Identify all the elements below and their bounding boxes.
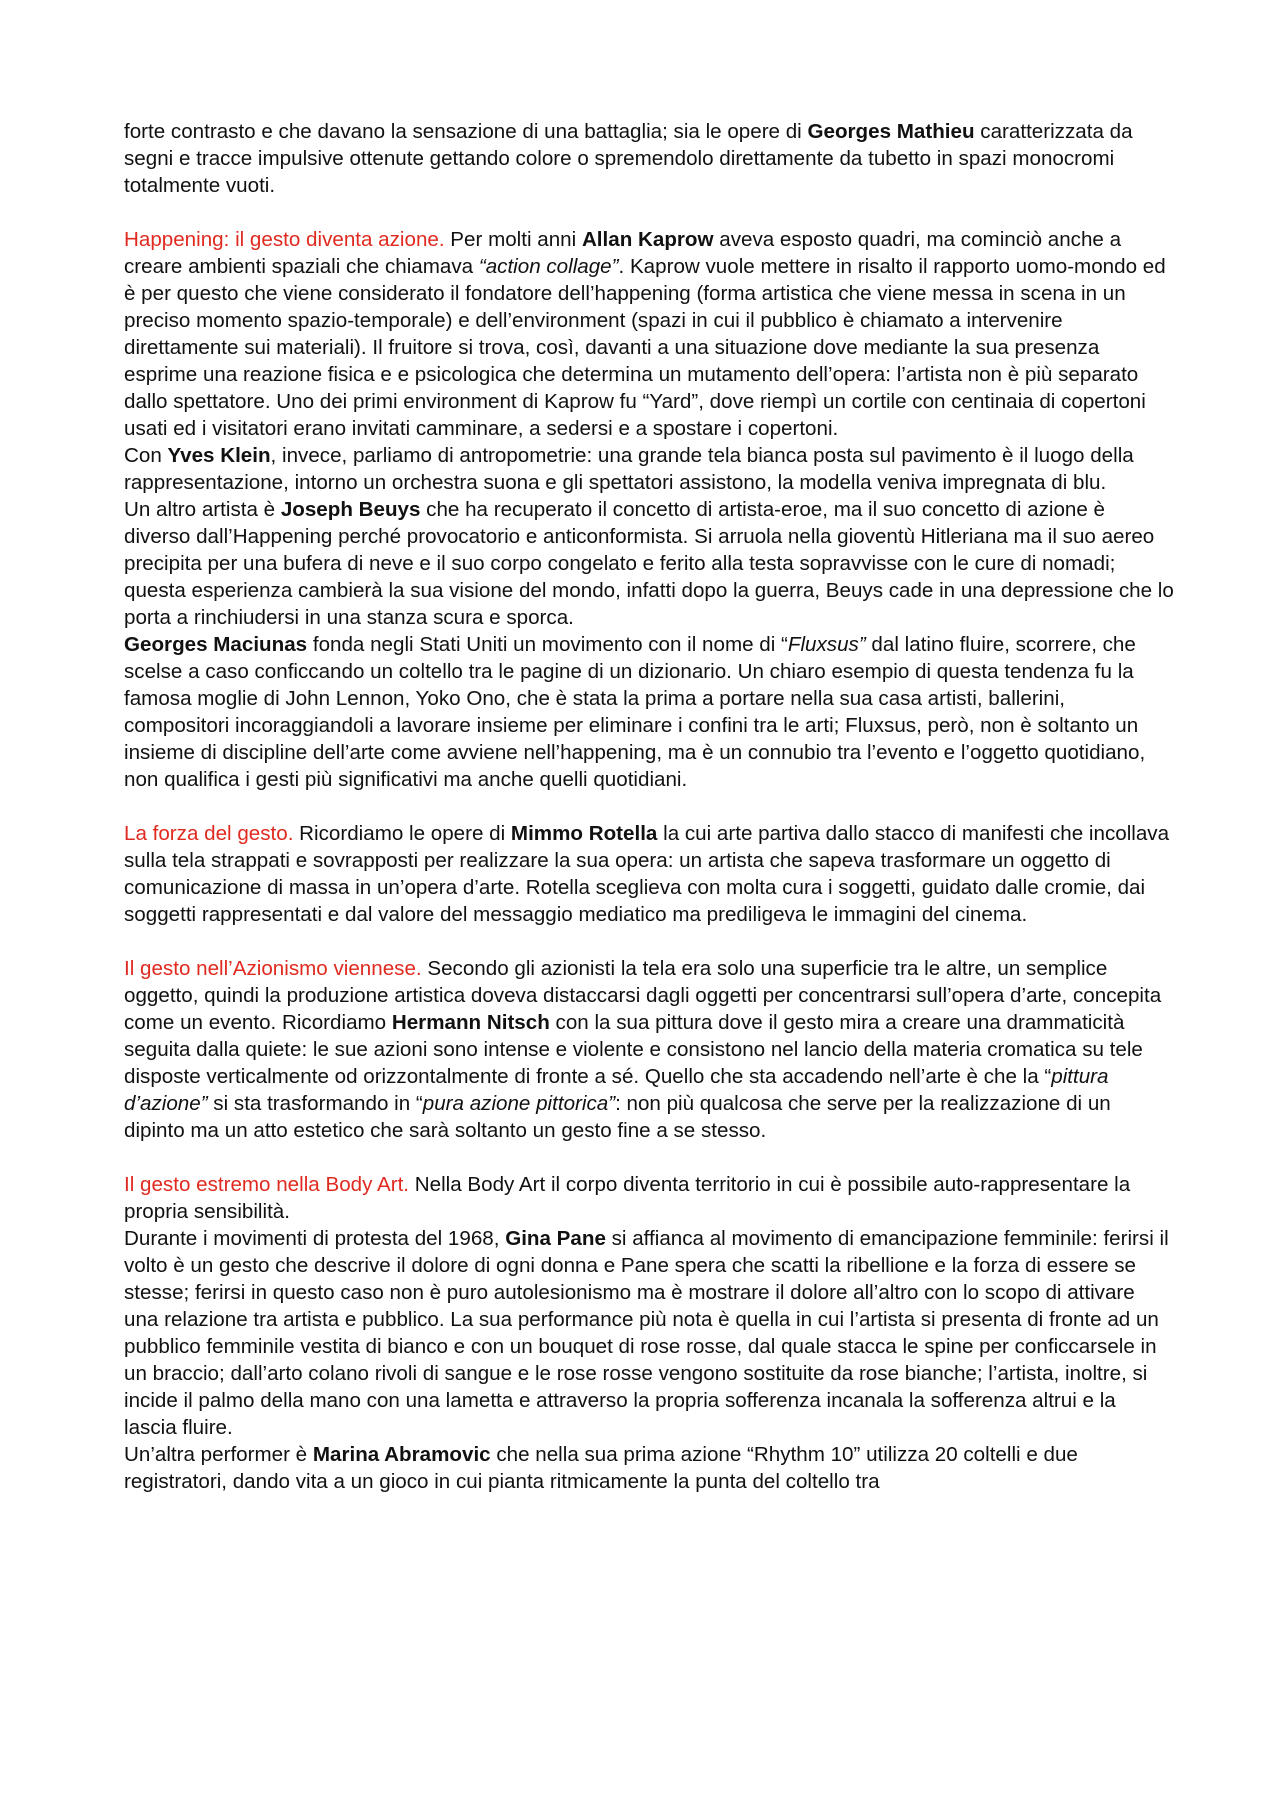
text: Un altro artista è	[124, 498, 281, 521]
artist-name: Marina Abramovic	[312, 1443, 491, 1466]
text: dal latino fluire, scorrere, che scelse a caso conficcando un coltello tra le pagine di un dizionario. Un chiaro esempio di questa tendenza fu la famosa moglie di John Lennon, Yoko Ono, che è stata la prima a portare nella sua casa artisti, ballerini, compositori incoraggiandoli a lavorare insieme per eliminare i confini tra le arti; Fluxsus, però, non è soltanto un insieme di discipline dell’arte come avviene nell’happening, ma è un connubio tra l’evento e l’oggetto quotidiano, non qualifica i gesti più significativi ma anche quelli quotidiani.	[124, 633, 1146, 791]
text: , invece, parliamo di antropometrie: una grande tela bianca posta sul pavimento è il luogo della rappresentazione, intorno un orchestra suona e gli spettatori assistono, la modella veniva impregnata di blu.	[124, 444, 1134, 494]
text: che nella sua prima azione “Rhythm 10” utilizza 20 coltelli e due registratori, dando vita a un gioco in cui pianta ritmicamente la punta del coltello tra	[124, 1443, 1078, 1493]
artist-name: Allan Kaprow	[581, 228, 714, 251]
text: la cui arte partiva dallo stacco di manifesti che incollava sulla tela strappati e sovrapposti per realizzare la sua opera: un artista che sapeva trasformare un oggetto di comunicazione di massa in un’opera d’arte. Rotella sceglieva con molta cura i soggetti, guidato dalle cromie, dai soggetti rappresentati e dal valore del messaggio mediatico ma prediligeva le immagini del cinema.	[124, 822, 1170, 926]
text: . Kaprow vuole mettere in risalto il rapporto uomo-mondo ed è per questo che viene considerato il fondatore dell’happening (forma artistica che viene messa in scena in un preciso momento spazio-temporale) e dell’environment (spazi in cui il pubblico è chiamato a intervenire direttamente sui materiali). Il fruitore si trova, così, davanti a una situazione dove mediante la sua presenza esprime una reazione fisica e e psicologica che determina un mutamento dell’opera: l’artista non è più separato dallo spettatore. Uno dei primi environment di Kaprow fu “Yard”, dove riempì un cortile con centinaia di copertoni usati ed i visitatori erano invitati camminare, a sedersi e a spostare i copertoni.	[124, 255, 1166, 440]
section-heading: Il gesto nell’Azionismo viennese.	[124, 957, 422, 980]
paragraph-maciunas	[124, 631, 1174, 793]
paragraph-happening	[124, 226, 1174, 442]
paragraph-mathieu	[124, 118, 1174, 199]
paragraph-abramovic	[124, 1441, 1174, 1495]
quoted-term: pittura d’azione”	[124, 1065, 1109, 1115]
quoted-term: pura azione pittorica”	[422, 1092, 616, 1115]
text: Ricordiamo le opere di	[293, 822, 511, 845]
text: : non più qualcosa che serve per la realizzazione di un dipinto ma un atto estetico che sarà soltanto un gesto fine a se stesso.	[124, 1092, 1111, 1142]
text: aveva esposto quadri, ma cominciò anche a creare ambienti spaziali che chiamava	[124, 228, 1122, 278]
paragraph-vienna	[124, 955, 1174, 1144]
quoted-term: Fluxsus”	[787, 633, 866, 656]
document-page	[124, 118, 1174, 1495]
artist-name: Georges Mathieu	[807, 120, 975, 143]
artist-name: Hermann Nitsch	[391, 1011, 550, 1034]
artist-name: Yves Klein	[167, 444, 271, 467]
text: si affianca al movimento di emancipazione femminile: ferirsi il volto è un gesto che descrive il dolore di ogni donna e Pane spera che scatti la ribellione e la forza di essere se stesse; ferirsi in questo caso non è puro autolesionismo ma è mostrare il dolore all’altro con lo scopo di attivare una relazione tra artista e pubblico. La sua performance più nota è quella in cui l’artista si presenta di fronte ad un pubblico femminile vestita di bianco e con un bouquet di rose rosse, dal quale stacca le spine per conficcarsele in un braccio; dall’arto colano rivoli di sangue e le rose rosse vengono sostituite da rose bianche; l’artista, inoltre, si incide il palmo della mano con una lametta e attraverso la propria sofferenza incanala la sofferenza altrui e la lascia fluire.	[124, 1227, 1169, 1439]
paragraph-bodyart	[124, 1171, 1174, 1225]
text: forte contrasto e che davano la sensazione di una battaglia; sia le opere di	[124, 120, 808, 143]
text: che ha recuperato il concetto di artista-eroe, ma il suo concetto di azione è diverso dall’Happening perché provocatorio e anticonformista. Si arruola nella gioventù Hitleriana ma il suo aereo precipita per una bufera di neve e il suo corpo congelato e ferito alla testa sopravvisse con le cure di nomadi; questa esperienza cambierà la sua visione del mondo, infatti dopo la guerra, Beuys cade in una depressione che lo porta a rinchiudersi in una stanza scura e sporca.	[124, 498, 1174, 629]
paragraph-gap	[124, 199, 1174, 226]
text: Per molti anni	[444, 228, 582, 251]
text: Un’altra performer è	[124, 1443, 313, 1466]
section-heading: Il gesto estremo nella Body Art.	[124, 1173, 410, 1196]
paragraph-gap	[124, 793, 1174, 820]
text: Durante i movimenti di protesta del 1968,	[124, 1227, 506, 1250]
artist-name: Mimmo Rotella	[510, 822, 658, 845]
paragraph-beuys	[124, 496, 1174, 631]
text: fonda negli Stati Uniti un movimento con il nome di “	[307, 633, 788, 656]
paragraph-gap	[124, 928, 1174, 955]
paragraph-gap	[124, 1144, 1174, 1171]
artist-name: Gina Pane	[505, 1227, 606, 1250]
text: con la sua pittura dove il gesto mira a creare una drammaticità seguita dalla quiete: le sue azioni sono intense e violente e consistono nel lancio della materia cromatica su tele disposte verticalmente od orizzontalmente di fronte a sé. Quello che sta accadendo nell’arte è che la “	[124, 1011, 1143, 1088]
paragraph-rotella	[124, 820, 1174, 928]
quoted-term: “action collage”	[478, 255, 619, 278]
artist-name: Joseph Beuys	[280, 498, 421, 521]
text: si sta trasformando in “	[207, 1092, 423, 1115]
text: Nella Body Art il corpo diventa territorio in cui è possibile auto-rappresentare la propria sensibilità.	[124, 1173, 1131, 1223]
artist-name: Georges Maciunas	[124, 633, 308, 656]
text: Con	[124, 444, 168, 467]
text: caratterizzata da segni e tracce impulsive ottenute gettando colore o spremendolo direttamente da tubetto in spazi monocromi totalmente vuoti.	[124, 120, 1133, 197]
section-heading: La forza del gesto.	[124, 822, 294, 845]
paragraph-klein	[124, 442, 1174, 496]
paragraph-pane	[124, 1225, 1174, 1441]
section-heading: Happening: il gesto diventa azione.	[124, 228, 445, 251]
text: Secondo gli azionisti la tela era solo una superficie tra le altre, un semplice oggetto, quindi la produzione artistica doveva distaccarsi dagli oggetti per concentrarsi sull’opera d’arte, concepita come un evento. Ricordiamo	[124, 957, 1162, 1034]
